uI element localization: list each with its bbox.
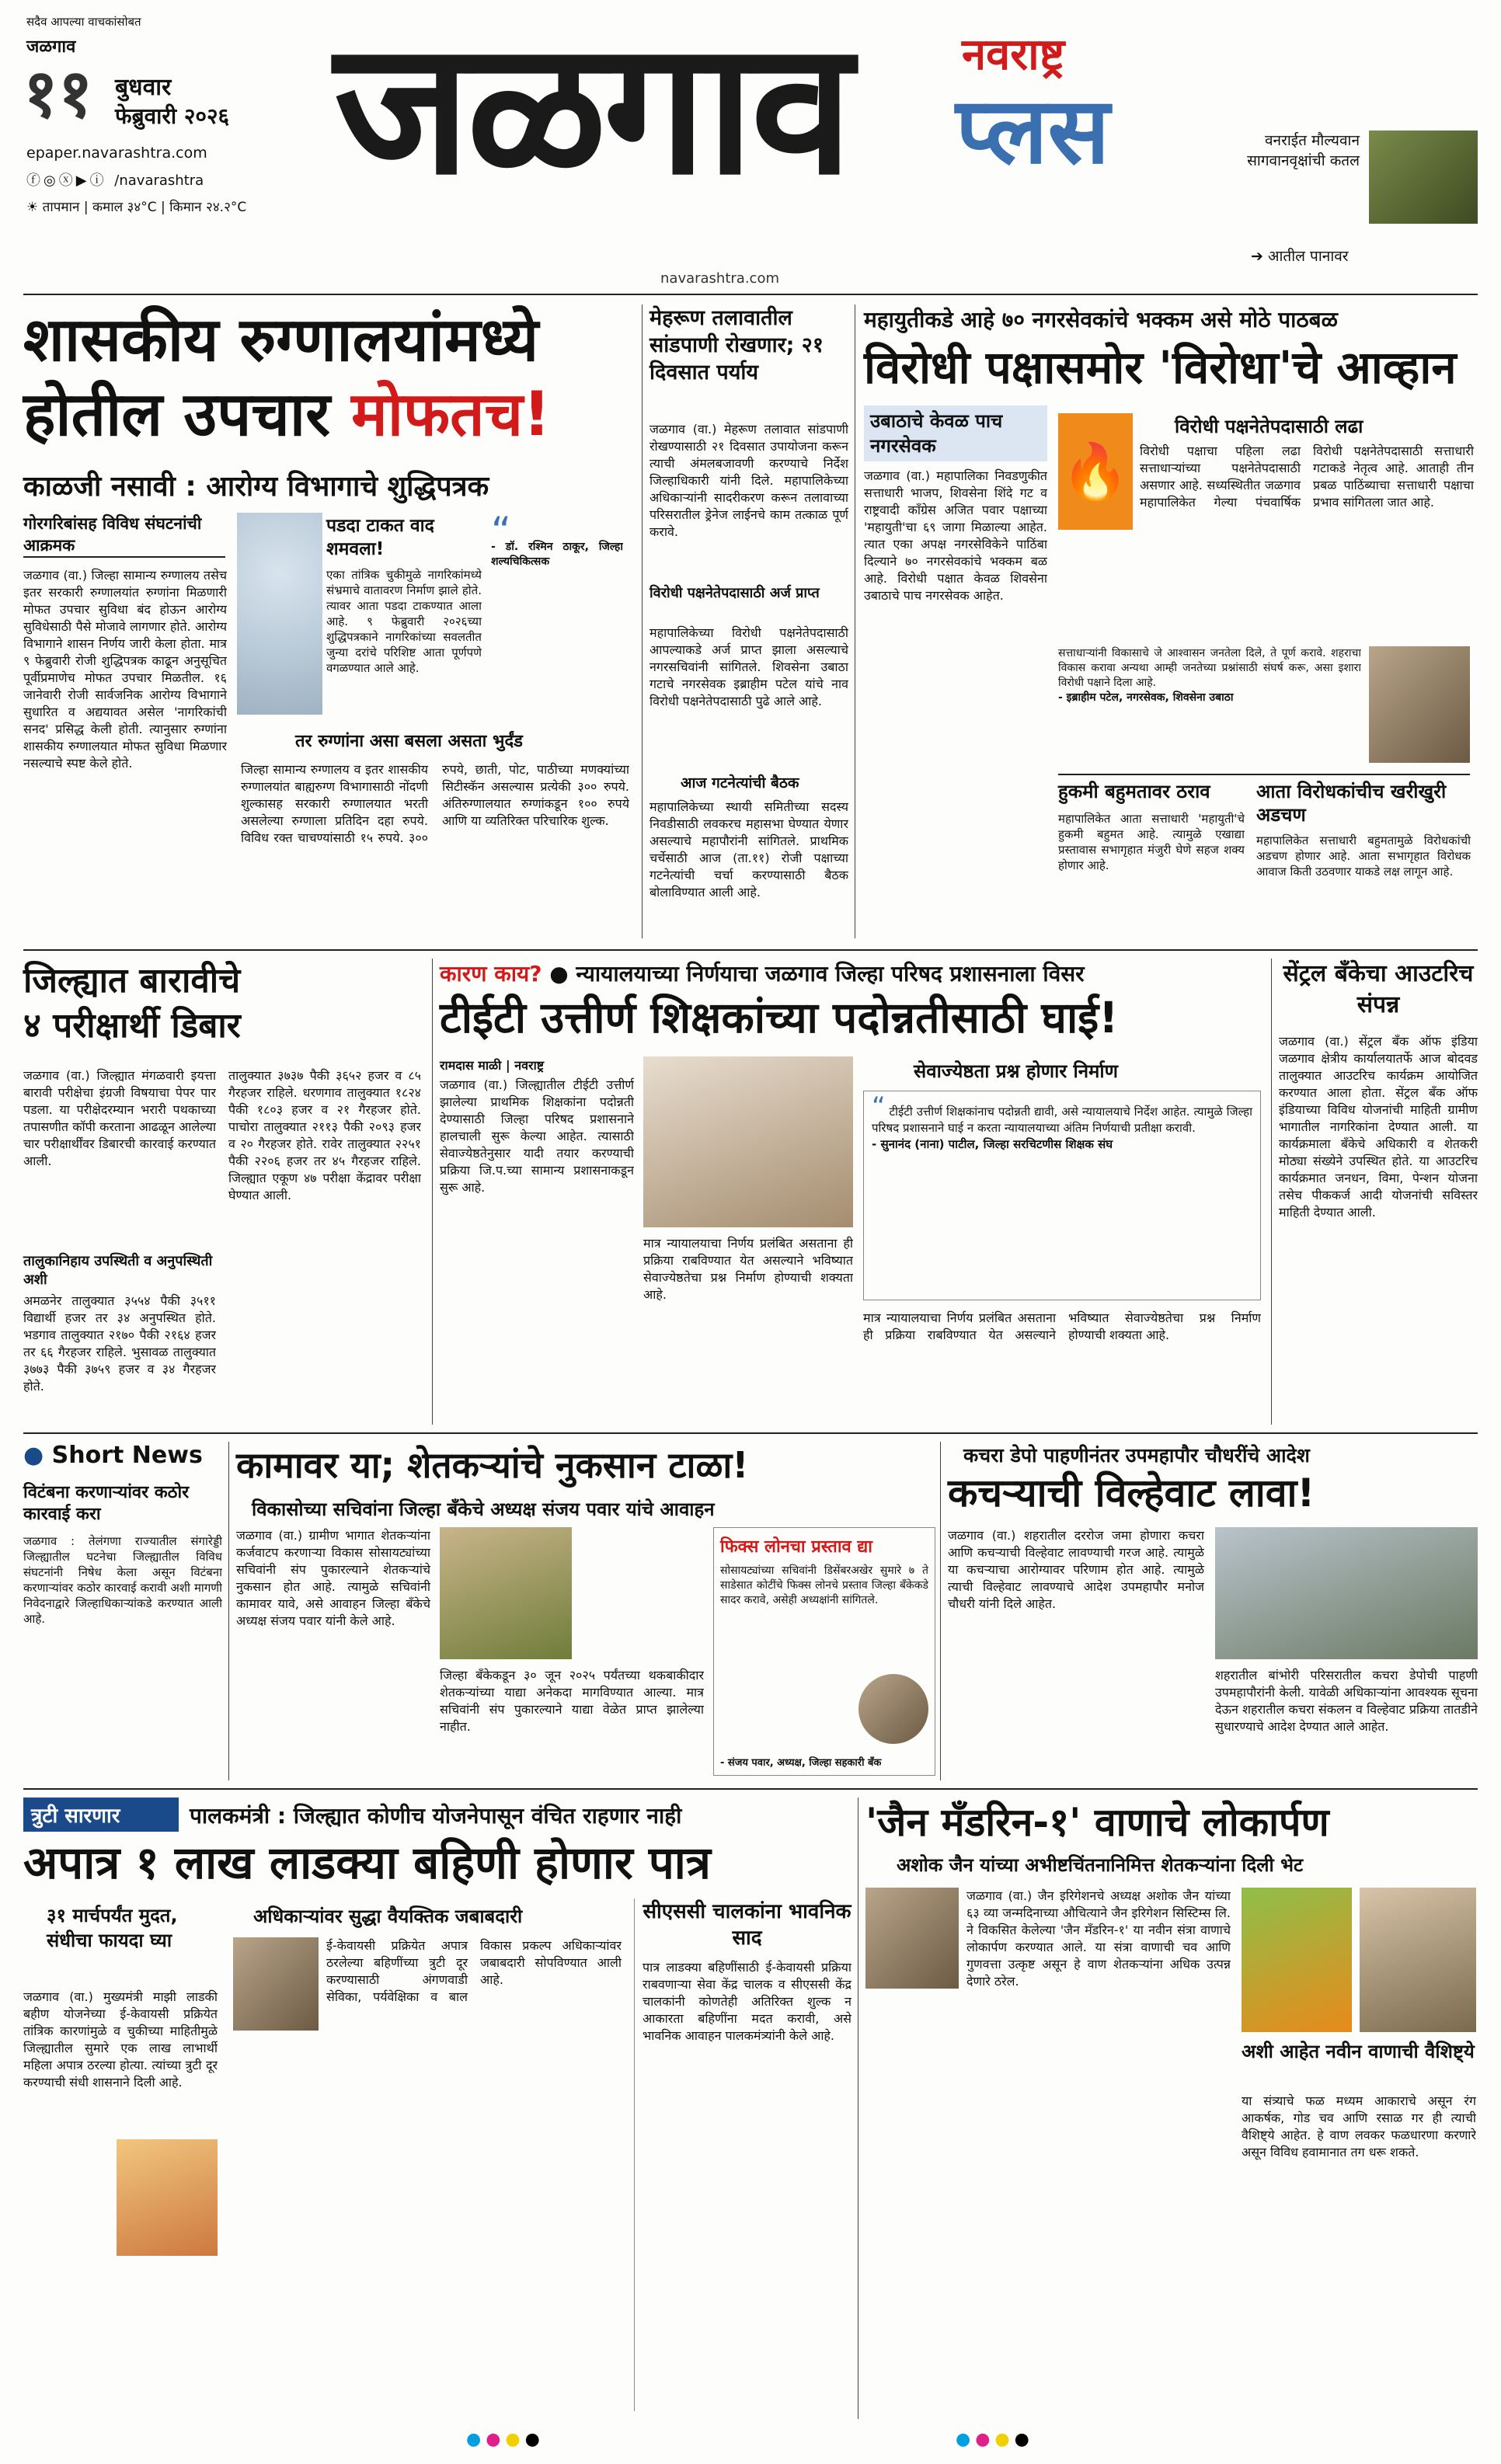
story-lake	[650, 305, 850, 941]
deck: विकासोच्या सचिवांना जिल्हा बँकेचे अध्यक्ष संजय पवार यांचे आवाहन	[252, 1498, 715, 1520]
torch-logo: 🔥	[1058, 413, 1133, 530]
body-col1: जळगाव (वा.) ग्रामीण भागात शेतकऱ्यांना कर्जवाटप करणाऱ्या विकास सोसायट्यांच्या सचिवांनी संप पुकारल्याने शेतकऱ्यांचे नुकसान होत आहे. त्यामुळे सचिवांनी कामावर यावे, असे आवाहन जिल्हा बँकेचे अध्यक्ष संजय पवार यांनी केले आहे.	[236, 1528, 430, 1628]
body: जळगाव (वा.) मेहरूण तलावात सांडपाणी रोखण्यासाठी २१ दिवसात उपायोजना करून त्याची अंमलबजावणी करण्याचे निर्देश जिल्हाधिकारी यांनी दिले. महापालिकेच्या अधिकाऱ्यांनी सादरीकरण करून तलावाच्या परिसरातील ड्रेनेज लाईनचे काम तत्काळ पूर्ण करावे.	[650, 422, 848, 539]
story-exam	[23, 959, 427, 1425]
kicker-row	[440, 959, 1085, 988]
date-day: ११	[23, 54, 93, 133]
divider	[1058, 774, 1470, 775]
farmer-photo	[440, 1527, 572, 1659]
body-3: महापालिकेच्या स्थायी समितीच्या सदस्य निवडीसाठी लवकरच महासभा घेण्यात येणार असल्याचे महापौरांनी सांगितले. प्राथमिक चर्चेसाठी आज (ता.११) रोजी पक्षाच्या गटनेत्यांची चर्चा करण्यासाठी बैठक बोलाविण्यात आली आहे.	[650, 799, 848, 900]
box-head: सीएससी चालकांना भावनिक साद	[643, 1900, 851, 1950]
col-divider	[228, 1442, 229, 1780]
col-divider	[940, 1442, 941, 1780]
tagline: सदैव आपल्या वाचकांसोबत	[26, 15, 141, 29]
story-farmers	[236, 1442, 935, 1780]
quote-icon: “	[872, 1091, 886, 1122]
headline: टीईटी उत्तीर्ण शिक्षकांच्या पदोन्नतीसाठी घाई!	[440, 993, 1119, 1042]
subhead-seniority: सेवाज्येष्ठता प्रश्न होणार निर्माण	[914, 1060, 1118, 1082]
tag: त्रुटी सारणार	[23, 1798, 179, 1832]
epaper-link[interactable]: epaper.navarashtra.com	[26, 144, 207, 162]
body-col2: जिल्हा सामान्य रुग्णालय व इतर शासकीय रुग्णालयांत बाह्यरुग्ण विभागासाठी नोंदणी शुल्कासह सरकारी रुग्णालयात भरती असलेल्या रुग्णाला प्रतिदिन दहा रुपये. विविध रक्त चाचण्यांसाठी १५ रुपये. ३०० रुपये, छाती, पोट, पाठीच्या मणक्यांच्या सिटीस्कॅन असल्यास प्रत्येकी ३०० रुपये. अंतिरुग्णालयात रुग्णांकडून १०० रुपये आणि या व्यतिरिक्त परिचारिक शुल्क.	[241, 762, 629, 845]
portrait-photo	[858, 1674, 928, 1744]
col-divider	[432, 959, 433, 1425]
subhead-features: अशी आहेत नवीन वाणाची वैशिष्ट्ये	[1242, 2041, 1475, 2062]
headline: सेंट्रल बँकेचा आउटरिच संपन्न	[1283, 960, 1474, 1018]
side-head: उबाठाचे केवळ पाच नगरसेवक	[864, 405, 1047, 461]
body-2: महापालिकेच्या विरोधी पक्षनेतेपदासाठी आपल्याकडे अर्ज प्राप्त झाला असल्याचे नगरसचिवांनी सांगितले. शिवसेना उबाठा गटाचे नगरसेवक इब्राहीम पटेल यांचे नाव विरोधी पक्षनेतेपदासाठी पुढे आले आहे.	[650, 625, 848, 708]
masthead-divider	[23, 294, 1478, 295]
headline: मेहरूण तलावातील सांडपाणी रोखणार; २१ दिवसात पर्याय	[650, 306, 824, 385]
quote	[1058, 646, 1361, 763]
body-4: महापालिकेत सत्ताधारी बहुमतामुळे विरोधकांची अडचण होणार आहे. आता सभागृहात विरोधक आवाज किती उठवणार याकडे लक्ष लागून आहे.	[1256, 834, 1471, 879]
subhead-responsibility: अधिकाऱ्यांवर सुद्धा वैयक्तिक जबाबदारी	[253, 1905, 523, 1927]
row-divider	[23, 1432, 1478, 1434]
story-hospital	[23, 303, 645, 940]
headline: जिल्ह्यात बारावीचे	[23, 961, 241, 1001]
col-divider	[642, 305, 643, 938]
col-divider	[1271, 959, 1272, 1425]
garbage-photo	[1215, 1527, 1478, 1659]
brand-top: नवराष्ट्र	[962, 30, 1065, 80]
headline: 'जैन मॅंडरिन-१' वाणाचे लोकार्पण	[865, 1800, 1329, 1845]
website[interactable]: navarashtra.com	[660, 270, 779, 287]
story-bank	[1279, 959, 1478, 1425]
subhead-meeting: आज गटनेत्यांची बैठक	[681, 774, 799, 792]
body-3: महापालिकेत आता सत्ताधारी 'महायुती'चे हुकमी बहुमत आहे. त्यामुळे एखाद्या प्रस्तावास सभागृहात मंजुरी घेणे सहज शक्य होणार आहे.	[1058, 812, 1245, 872]
subhead-fight: विरोधी पक्षनेतेपदासाठी लढा	[1175, 416, 1363, 437]
stethoscope-photo	[237, 513, 322, 715]
short-news	[23, 1442, 224, 1780]
brand-bottom: प्लस	[956, 77, 1110, 184]
body-col2: शहरातील बांभोरी परिसरातील कचरा डेपोची पाहणी उपमहापौरांनी केली. यावेळी अधिकाऱ्यांना आवश्यक सूचना देऊन शहरातील कचरा संकलन व विल्हेवाट प्रक्रिया तातडीने सुधारण्याचे आदेश देण्यात आले आहेत.	[1215, 1668, 1478, 1734]
quote-text: टीईटी उत्तीर्ण शिक्षकांनाच पदोन्नती द्यावी, असे न्यायालयाचे निर्देश आहेत. त्यामुळे जिल्हा परिषद प्रशासनाने घाई न करता न्यायालयाच्या अंतिम निर्णयाची प्रतीक्षा करावी.	[872, 1105, 1252, 1135]
body-col2: मात्र न्यायालयाचा निर्णय प्रलंबित असताना ही प्रक्रिया राबविण्यात येत असल्याने भविष्यात सेवाज्येष्ठतेचा प्रश्न निर्माण होण्याची शक्यता आहे.	[643, 1236, 853, 1302]
temp-max: कमाल ३४°C	[92, 200, 157, 215]
portrait-photo	[233, 1937, 319, 2031]
body-col1: जळगाव (वा.) जिल्हा सामान्य रुग्णालय तसेच इतर सरकारी रुग्णालयांत रुग्णांना मिळणारी मोफत उपचार सुविधा बंद होऊन आरोग्य सुविधेसाठी पैसे मोजावे लागणार होते. आरोग्य विभागाने शासन निर्णय जारी केला होता. मात्र ९ फेब्रुवारी रोजी शुद्धिपत्रक काढून अनुसूचित पूर्वीप्रमाणेच मोफत उपचार मिळतील. १६ जानेवारी रोजी सार्वजनिक आरोग्य विभागाने सुधारित व अद्ययावत असेल 'नागरिकांची सनद' प्रसिद्ध केली होती. त्यानुसार रुग्णांना शासकीय रुग्णालयात मोफत सुविधा मिळणार नसल्याचे स्पष्ट केले होते.	[23, 568, 227, 771]
body-col3: मात्र न्यायालयाचा निर्णय प्रलंबित असताना ही प्रक्रिया राबविण्यात येत असल्याने भविष्यात सेवाज्येष्ठतेचा प्रश्न निर्माण होण्याची शक्यता आहे.	[863, 1310, 1261, 1342]
body-2: विरोधी पक्षाचा पहिला लढा सत्ताधाऱ्यांच्या पक्षनेतेपदासाठी असणार आहे. सध्यस्थितीत जळगाव महापालिकेत गेल्या पंचवार्षिक विरोधी पक्षनेतेपदासाठी सत्ताधारी गटाकडे नेतृत्व आहे. आताही तीन प्रबळ पाठिंब्याचा सत्ताधारी पक्षाचा प्रभाव सांगितला जात आहे.	[1140, 444, 1474, 510]
quote-box	[863, 1091, 1261, 1300]
registration-marks: ●●●●	[956, 2430, 1034, 2449]
subhead-opposition: विरोधी पक्षनेतेपदासाठी अर्ज प्राप्त	[650, 585, 820, 601]
subhead-attendance: तालुकानिहाय उपस्थिती व अनुपस्थिती अशी	[23, 1253, 213, 1288]
kicker: कारण काय?	[440, 961, 542, 987]
deck: न्यायालयाच्या निर्णयाचा जळगाव जिल्हा परिषद प्रशासनाला विसर	[576, 961, 1085, 987]
quote-author: - इब्राहीम पटेल, नगरसेवक, शिवसेना उबाठा	[1058, 691, 1234, 704]
box-head: फिक्स लोनचा प्रस्ताव द्या	[720, 1537, 872, 1557]
edition-label: जळगाव	[26, 37, 76, 57]
quote-icon: “	[491, 509, 511, 554]
headline: विरोधी पक्षासमोर 'विरोधा'चे आव्हान	[864, 341, 1457, 394]
masthead	[23, 2, 1478, 295]
women-photo	[117, 2139, 218, 2256]
body-col1: जळगाव (वा.) शहरातील दररोज जमा होणारा कचरा आणि कचऱ्याची विल्हेवाट लावण्याची गरज आहे. त्यामुळे या कचऱ्याचा आरोग्यावर परिणाम होत आहे. त्यामुळे त्याची विल्हेवाट लावण्याचे आदेश उपमहापौर मनोज चौधरी यांनी दिले आहेत.	[948, 1528, 1204, 1611]
teaser-photo	[1369, 131, 1478, 224]
event-photo	[1360, 1888, 1476, 2032]
deck: अशोक जैन यांच्या अभीष्टचिंतनानिमित्त शेतकऱ्यांना दिली भेट	[897, 1854, 1304, 1876]
short-news-label: ● Short News	[23, 1442, 203, 1469]
headline-line2: ४ परीक्षार्थी डिबार	[23, 1006, 241, 1046]
teaser-link[interactable]: ➔ आतील पानावर	[1251, 248, 1349, 265]
fix-loan-box	[713, 1527, 935, 1776]
headline-highlight: मोफतच!	[351, 380, 551, 450]
body-col3: तालुक्यात ३७३७ पैकी ३६५२ हजर व ८५ गैरहजर राहिले. धरणगाव तालुक्यात १८२४ पैकी १८०३ हजर व २१ गैरहजर होते. पाचोरा तालुक्यात २११३ पैकी २०९३ हजर व २० गैरहजर होते. रावेर तालुक्यात २२५१ पैकी २२०६ हजर तर ४५ गैरहजर राहिले. जिल्ह्यात एकूण ४७ परीक्षा केंद्रावर परीक्षा घेण्यात आली.	[228, 1068, 421, 1202]
teaser-text[interactable]: वनराईत मौल्यवान सागवानवृक्षांची कतल	[1247, 132, 1360, 169]
quote-text-2: - डॉ. रश्मिन ठाकूर, जिल्हा शल्यचिकित्सक	[491, 541, 623, 568]
box-body: सोसायट्यांच्या सचिवांनी डिसेंबरअखेर सुमारे ७ ते साडेसात कोटींचे फिक्स लोनचे प्रस्ताव जिल्हा बँकेकडे सादर करावे, असेही अध्यक्षांनी सांगितले.	[720, 1564, 928, 1606]
facebook-icon[interactable]: ⓕ	[26, 172, 44, 189]
sub-body: या संत्र्याचे फळ मध्यम आकाराचे असून रंग आकर्षक, गोड चव आणि रसाळ गर ही त्याची वैशिष्ट्ये आहेत. हे वाण लवकर फळधारणा करणारे असून विविध हवामानात तग धरू शकते.	[1242, 2093, 1476, 2159]
masthead-title: जळगाव	[334, 2, 850, 215]
hands-photo	[643, 1056, 853, 1227]
body-col2: अमळनेर तालुक्यात ३५५४ पैकी ३५११ विद्यार्थी हजर तर ३४ अनुपस्थित होते. भडगाव तालुक्यात २१७० पैकी २१६४ हजर तर ६६ गैरहजर राहिले. भुसावळ तालुक्यात ३७७३ पैकी ३७५९ हजर व ३४ गैरहजर होते.	[23, 1293, 216, 1394]
story-garbage	[948, 1442, 1478, 1780]
headline: विटंबना करणाऱ्यांवर कठोर कारवाई करा	[23, 1483, 190, 1524]
headline-line2: होतील उपचार मोफतच!	[23, 380, 551, 450]
fruit-photo	[1242, 1888, 1352, 2032]
body: जळगाव (वा.) महापालिका निवडणुकीत सत्ताधारी भाजप, शिवसेना शिंदे गट व राष्ट्रवादी काँग्रेस अजित पवार पक्षाच्या 'महायुती'चा ६९ जागा मिळाल्या आहेत. त्यात एका अपक्ष नगरसेविकेने पाठिंबा दिल्याने ७० नगरसेवकांचे भक्कम बळ आहे. विरोधी पक्षात केवळ शिवसेना उबाठाचे पाच नगरसेवक आहेत.	[864, 468, 1047, 603]
kicker: महायुतीकडे आहे ७० नगरसेवकांचे भक्कम असे मोठे पाठबळ	[864, 307, 1338, 332]
bullet-icon: ●	[549, 961, 569, 987]
body: जळगाव : तेलंगणा राज्यातील संगारेड्डी जिल्ह्यातील घटनेचा जिल्ह्यातील विविध संघटनांनी निषेध केला असून विटंबना करणाऱ्यांवर कठोर कारवाई करावी अशी मागणी निवेदनाद्वारे जिल्हाधिकाऱ्यांकडे करण्यात आली आहे.	[23, 1534, 222, 1626]
deck: पालकमंत्री : जिल्ह्यात कोणीच योजनेपासून वंचित राहणार नाही	[190, 1803, 682, 1829]
circle-icon: ●	[23, 1442, 44, 1469]
box-author: - संजय पवार, अध्यक्ष, जिल्हा सहकारी बँक	[720, 1757, 882, 1769]
side-subhead: गोरगरिबांसह विविध संघटनांची आक्रमक	[23, 513, 225, 558]
weather: ☀ तापमान | कमाल ३४°C | किमान २४.२°C	[26, 200, 247, 215]
date-weekday: बुधवार	[115, 74, 172, 101]
youtube-icon[interactable]: ▶	[75, 172, 90, 189]
quote-text: सत्ताधाऱ्यांनी विकासाचे जे आश्वासन जनतेला दिले, ते पूर्ण करावे. शहराचा विकास करावा अन्यथा आम्ही जनतेच्या प्रश्नांसाठी संघर्ष करू, असा इशारा विरोधी पक्षाने दिला आहे.	[1058, 647, 1361, 689]
byline: रामदास माळी | नवराष्ट्र	[440, 1058, 545, 1073]
headline: शासकीय रुग्णालयांमध्ये	[23, 305, 539, 375]
portrait-photo	[1369, 646, 1470, 763]
sun-icon: ☀	[26, 200, 39, 215]
social-icons[interactable]	[26, 169, 204, 190]
story-ladki-bahin	[23, 1798, 853, 2419]
body-col1: जळगाव (वा.) जिल्ह्यातील टीईटी उत्तीर्ण झालेल्या प्राथमिक शिक्षकांना पदोन्नती देण्यासाठी जिल्हा परिषद प्रशासनाने हालचाली सुरू केल्या आहेत. त्यासाठी सेवाज्येष्ठतेनुसार यादी तयार करण्याची प्रक्रिया जि.प.च्या सामान्य प्रशासनाकडून सुरू आहे.	[440, 1077, 634, 1195]
subhead-opposition-trouble: आता विरोधकांचीच खरीखुरी अडचण	[1256, 781, 1447, 826]
body-col2: जिल्हा बँकेकडून ३० जून २०२५ पर्यंतच्या थकबाकीदार शेतकऱ्यांच्या याद्या अनेकदा मागविण्यात आल्या. मात्र सचिवांनी संप पुकारल्याने याद्या वेळेत प्राप्त झालेल्या नाहीत.	[440, 1668, 704, 1734]
box-body: पात्र लाडक्या बहिणींसाठी ई-केवायसी प्रक्रिया राबवणाऱ्या सेवा केंद्र चालक व सीएससी केंद्र चालकांनी कोणतेही अतिरिक्त शुल्क न आकारता बहिणींना मदत करावी, असे भावनिक आवाहन पालकमंत्र्यांनी केले आहे.	[643, 1960, 851, 2043]
story-opposition	[864, 305, 1478, 941]
headline: कचऱ्याची विल्हेवाट लावा!	[948, 1470, 1315, 1516]
body-col1: जळगाव (वा.) मुख्यमंत्री माझी लाडकी बहीण योजनेच्या ई-केवायसी प्रक्रियेत तांत्रिक कारणांमुळे व चुकीच्या माहितीमुळे जिल्ह्यातील सुमारे एक लाख लाभार्थी महिला अपात्र ठरल्या होत्या. त्यांच्या त्रुटी दूर करण्याची संधी शासनाने दिली आहे.	[23, 1989, 218, 2090]
row-divider	[23, 949, 1478, 951]
deck: काळजी नसावी : आरोग्य विभागाचे शुद्धिपत्रक	[23, 471, 489, 503]
body-col2: ई-केवायसी प्रक्रियेत अपात्र ठरलेल्या बहिणींच्या त्रुटी दूर करण्यासाठी अंगणवाडी सेविका, पर्यवेक्षिका व बाल विकास प्रकल्प अधिकाऱ्यांवर जबाबदारी सोपविण्यात आली आहे.	[326, 1938, 622, 2004]
story-jain	[865, 1798, 1478, 2419]
csc-box	[634, 1898, 851, 2411]
body: जळगाव (वा.) सेंट्रल बँक ऑफ इंडिया जळगाव क्षेत्रीय कार्यालयातर्फे आज बोदवड तालुक्यात आउटरिच कार्यक्रम आयोजित करण्यात आला होता. सेंट्रल बँक ऑफ इंडियाच्या विविध योजनांची माहिती ग्रामीण भागातील नागरिकांना देण्यात आली. या कार्यक्रमाला बँकेचे अधिकारी व शेतकरी मोठ्या संख्येने उपस्थित होते. या आउटरिच कार्यक्रमात जनधन, विमा, पेन्शन योजना तसेच पीककर्ज आदी योजनांची सविस्तर माहिती देण्यात आली.	[1279, 1034, 1478, 1220]
temp-min: किमान २४.२°C	[169, 200, 247, 215]
registration-marks: ●●●●	[466, 2430, 545, 2449]
arrow-icon: ➔	[1251, 248, 1263, 265]
side-head: ३१ मार्चपर्यंत मुदत, संधीचा फायदा घ्या	[47, 1905, 178, 1951]
headline: कामावर या; शेतकऱ्यांचे नुकसान टाळा!	[236, 1444, 749, 1486]
twitter-icon[interactable]: ⓧ	[58, 172, 76, 189]
linkedin-icon[interactable]: ⓘ	[89, 172, 107, 189]
instagram-icon[interactable]: ◎	[44, 172, 59, 189]
body-col1: जळगाव (वा.) जिल्ह्यात मंगळवारी इयत्ता बारावी परीक्षेचा इंग्रजी विषयाचा पेपर पार पडला. या परीक्षेदरम्यान भरारी पथकाच्या तपासणीत कॉपी करताना आढळून आलेल्या चार परीक्षार्थींवर डिबारची कारवाई करण्यात आली.	[23, 1068, 216, 1168]
subhead-charges: तर रुग्णांना असा बसला असता भुर्दंड	[295, 732, 523, 751]
story-tet	[440, 959, 1266, 1425]
quote-author: - सुनानंद (नाना) पाटील, जिल्हा सरचिटणीस शिक्षक संघ	[872, 1137, 1113, 1151]
kicker: कचरा डेपो पाहणीनंतर उपमहापौर चौधरींचे आदेश	[963, 1444, 1310, 1467]
date-month-year: फेब्रुवारी २०२६	[115, 103, 230, 129]
social-handle[interactable]: /navarashtra	[114, 172, 204, 189]
quote-text: एका तांत्रिक चुकीमुळे नागरिकांमध्ये संभ्रमाचे वातावरण निर्माण झाले होते. त्यावर आता पडदा टाकण्यात आला आहे. ९ फेब्रुवारी २०२६च्या शुद्धिपत्रकाने नागरिकांच्या सवलतीत जुन्या दरांचे परिशिष्ट आता पूर्णपणे वगळण्यात आले आहे.	[326, 568, 482, 675]
body: जळगाव (वा.) जैन इरिगेशनचे अध्यक्ष अशोक जैन यांच्या ६३ व्या जन्मदिनाच्या औचित्याने जैन इरिगेशन सिस्टिम्स लि. ने विकसित केलेल्या 'जैन मॅंडरिन-१' या नवीन संत्रा वाणाचे लोकार्पण करण्यात आले. या संत्रा वाणाची चव आणि गुणवत्ता उत्कृष्ट असून हे वाण शेतकऱ्यांना अधिक उत्पन्न देणारे ठरेल.	[966, 1888, 1231, 1989]
row-divider	[23, 1788, 1478, 1790]
subhead-majority: हुकमी बहुमतावर ठराव	[1058, 781, 1210, 802]
portrait-photo	[865, 1888, 959, 1989]
headline: अपात्र १ लाख लाडक्या बहिणी होणार पात्र	[23, 1836, 711, 1889]
quote-head: पडदा टाकत वाद शमवला!	[326, 516, 434, 559]
